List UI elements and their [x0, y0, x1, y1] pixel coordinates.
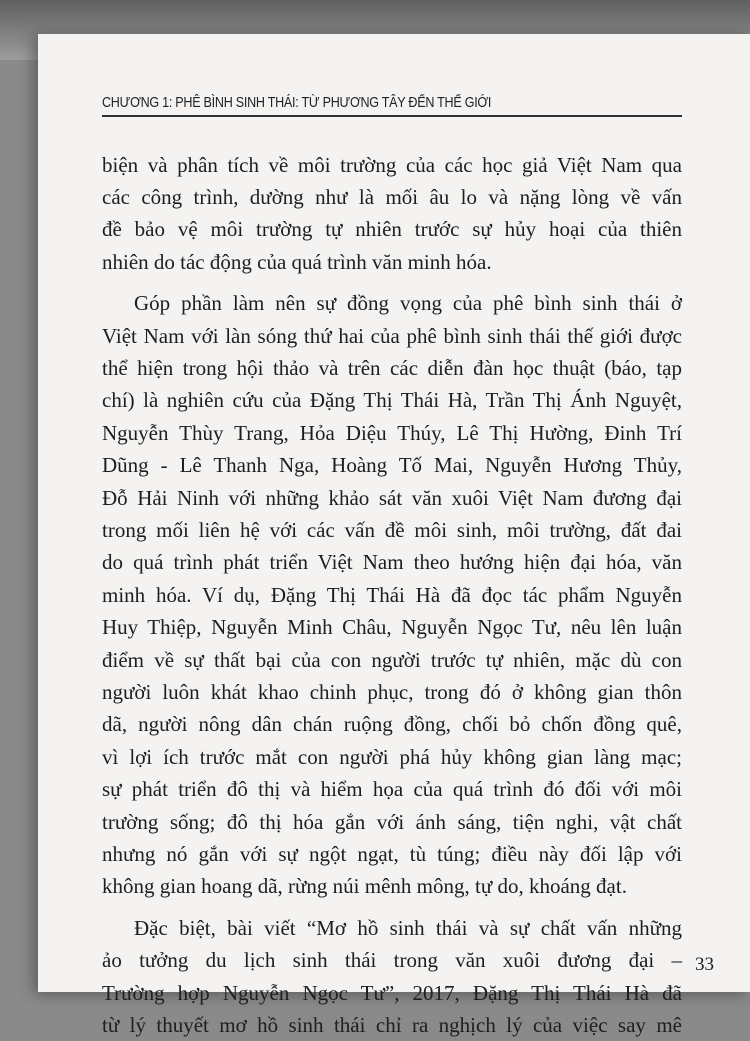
text-line: minh hóa. Ví dụ, Đặng Thị Thái Hà đã đọc tác phẩm Nguyễn — [102, 579, 682, 611]
book-page — [38, 34, 750, 992]
paragraph — [102, 287, 682, 903]
paragraph — [102, 149, 682, 279]
text-line: Đặc biệt, bài viết “Mơ hồ sinh thái và sự chất vấn những — [102, 912, 682, 944]
text-line: Dũng - Lê Thanh Nga, Hoàng Tố Mai, Nguyễn Hương Thủy, — [102, 449, 682, 481]
paragraph — [102, 912, 682, 1041]
text-line: dã, người nông dân chán ruộng đồng, chối bỏ chốn đồng quê, — [102, 708, 682, 740]
running-header: CHƯƠNG 1: PHÊ BÌNH SINH THÁI: TỪ PHƯƠNG TÂY ĐẾN THẾ GIỚI — [102, 94, 601, 112]
page-content — [102, 94, 682, 1041]
page-number: 33 — [695, 954, 714, 976]
text-line: do quá trình phát triển Việt Nam theo hướng hiện đại hóa, văn — [102, 546, 682, 578]
text-line: nhưng nó gắn với sự ngột ngạt, tù túng; điều này đối lập với — [102, 838, 682, 870]
text-line: các công trình, dường như là mối âu lo và nặng lòng về vấn — [102, 181, 682, 213]
text-line: Nguyễn Thùy Trang, Hỏa Diệu Thúy, Lê Thị Hường, Đinh Trí — [102, 417, 682, 449]
text-line: trong mối liên hệ với các vấn đề môi sinh, môi trường, đất đai — [102, 514, 682, 546]
text-line: thể hiện trong hội thảo và trên các diễn đàn học thuật (báo, tạp — [102, 352, 682, 384]
text-line: đề bảo vệ môi trường tự nhiên trước sự hủy hoại của thiên — [102, 213, 682, 245]
text-line: sự phát triển đô thị và hiểm họa của quá trình đó đối với môi — [102, 773, 682, 805]
text-line: trường sống; đô thị hóa gắn với ánh sáng, tiện nghi, vật chất — [102, 806, 682, 838]
text-line: điểm về sự thất bại của con người trước tự nhiên, mặc dù con — [102, 644, 682, 676]
text-line: ảo tưởng du lịch sinh thái trong văn xuôi đương đại – — [102, 944, 682, 976]
text-line: Đỗ Hải Ninh với những khảo sát văn xuôi Việt Nam đương đại — [102, 482, 682, 514]
text-line: Trường hợp Nguyễn Ngọc Tư”, 2017, Đặng Thị Thái Hà đã — [102, 977, 682, 1009]
text-line: Góp phần làm nên sự đồng vọng của phê bình sinh thái ở — [102, 287, 682, 319]
text-line: nhiên do tác động của quá trình văn minh hóa. — [102, 246, 682, 278]
header-rule — [102, 115, 682, 117]
text-line: từ lý thuyết mơ hồ sinh thái chỉ ra nghịch lý của việc say mê — [102, 1009, 682, 1041]
text-line: vì lợi ích trước mắt con người phá hủy không gian làng mạc; — [102, 741, 682, 773]
body-text — [102, 149, 682, 1041]
text-line: Huy Thiệp, Nguyễn Minh Châu, Nguyễn Ngọc Tư, nêu lên luận — [102, 611, 682, 643]
text-line: không gian hoang dã, rừng núi mênh mông, tự do, khoáng đạt. — [102, 870, 682, 902]
text-line: người luôn khát khao chinh phục, trong đó ở không gian thôn — [102, 676, 682, 708]
text-line: Việt Nam với làn sóng thứ hai của phê bình sinh thái thế giới được — [102, 320, 682, 352]
text-line: chí) là nghiên cứu của Đặng Thị Thái Hà, Trần Thị Ánh Nguyệt, — [102, 384, 682, 416]
text-line: biện và phân tích về môi trường của các học giả Việt Nam qua — [102, 149, 682, 181]
